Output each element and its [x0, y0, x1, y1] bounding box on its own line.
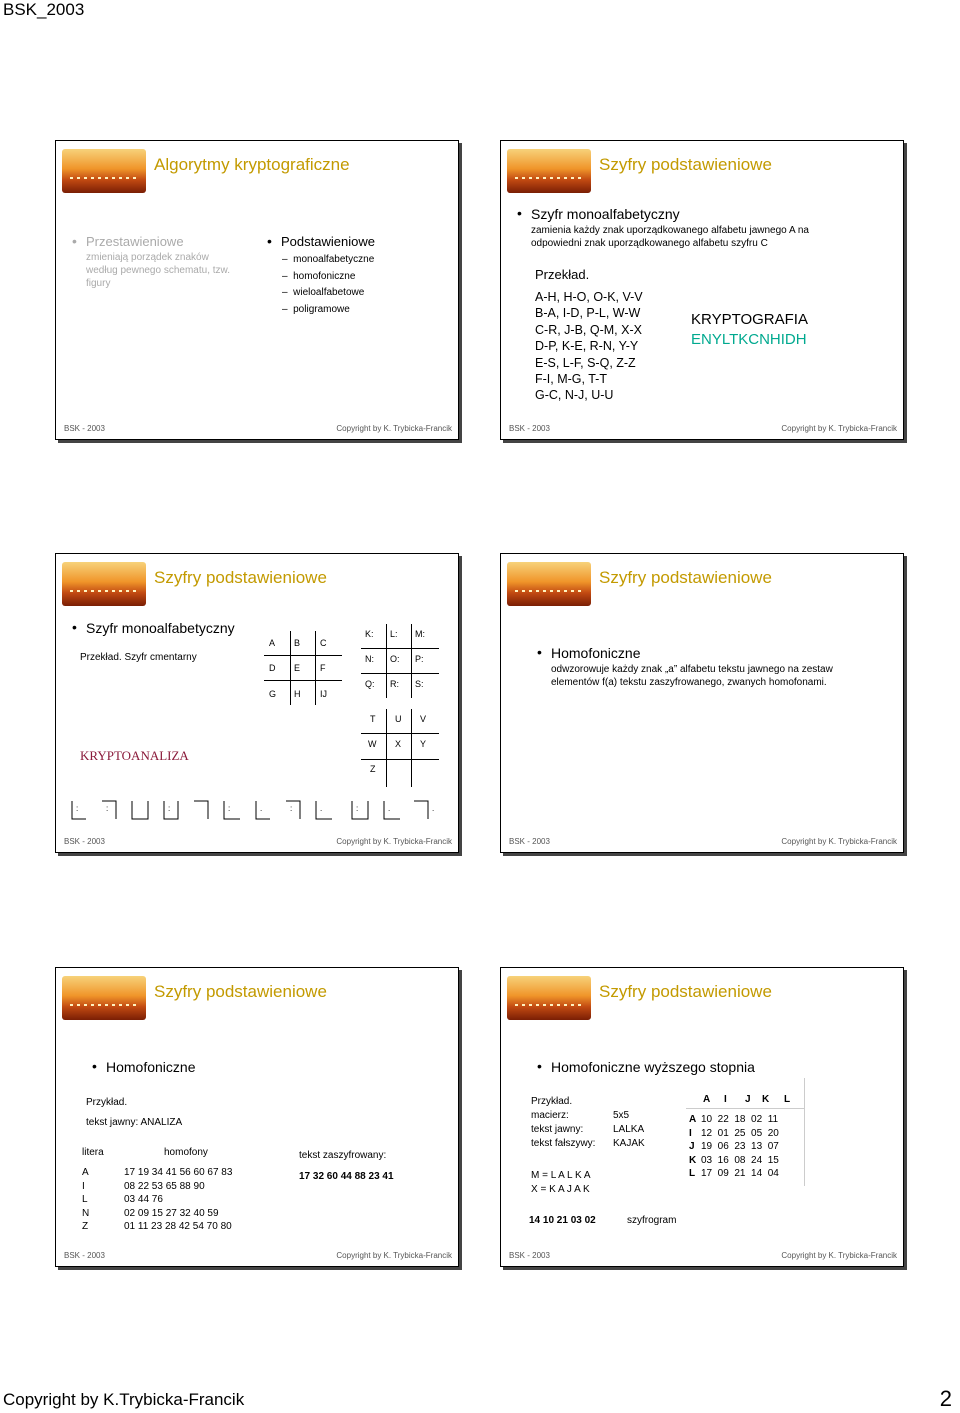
slide-title: Szyfry podstawieniowe — [154, 982, 327, 1001]
bullet-homofoniczne: • Homofoniczne — [106, 1059, 196, 1075]
slide-logo — [62, 149, 146, 193]
example-label: Przekład. — [535, 267, 590, 282]
svg-text::: : — [228, 804, 231, 813]
slide-footer-left: BSK - 2003 — [64, 424, 105, 433]
col-letter: litera — [82, 1147, 104, 1158]
slide-footer-left: BSK - 2003 — [509, 1251, 550, 1260]
slide-title: Szyfry podstawieniowe — [599, 155, 772, 174]
plaintext-line: tekst jawny: ANALIZA — [86, 1117, 183, 1128]
slide-logo — [62, 562, 146, 606]
slide-footer-left: BSK - 2003 — [64, 837, 105, 846]
bullet-podstawieniowe: • Podstawieniowe — [281, 234, 375, 249]
slide-footer-left: BSK - 2003 — [64, 1251, 105, 1260]
slide-footer-right: Copyright by K. Trybicka-Francik — [781, 424, 897, 433]
homophone-table: A 17 19 34 41 56 60 67 83 I 08 22 53 65 88 90 L 03 44 76 N 02 09 15 27 32 40 59 Z 01 11 23 28 42 54 70 80 — [82, 1167, 233, 1233]
cipher-value: 17 32 60 44 88 23 41 — [299, 1171, 394, 1182]
matrix-divider — [686, 1108, 804, 1109]
substitution-pairs: A-H, H-O, O-K, V-V B-A, I-D, P-L, W-W C-R, J-B, Q-M, X-X D-P, K-E, R-N, Y-Y E-S, L-F, S-Q, Z-Z F-I, M-G, T-T G-C, N-J, U-U — [535, 290, 643, 403]
slide-5 — [55, 967, 459, 1267]
przestawieniowe-desc: zmieniają porządek znaków według pewnego schematu, tzw. figury — [86, 252, 230, 289]
slide-2 — [500, 140, 904, 440]
bullet-przestawieniowe: • Przestawieniowe — [86, 234, 184, 249]
slide-4 — [500, 553, 904, 853]
svg-text:.: . — [260, 804, 263, 813]
plaintext-word: KRYPTOGRAFIA — [691, 311, 808, 328]
svg-text:.: . — [388, 804, 391, 813]
matrix-body: A 10 22 18 02 11 I 12 01 25 05 20 J 19 06 23 13 07 K 03 16 08 24 15 L 17 09 21 14 04 — [689, 1114, 779, 1180]
homofoniczne-desc: odwzorowuje każdy znak „a” alfabetu tekstu jawnego na zestaw elementów f(a) tekstu zaszyfrowanego, zwanych homofonami. — [551, 664, 833, 688]
svg-text::: : — [356, 804, 359, 813]
slide-3: Szyfry podstawieniowe • Szyfr monoalfabetyczny Przekład. Szyfr cmentarny A B C D E F G H IJ K: L: M: N: O: P: Q: R: S: T U V W X Y Z KRYPTOANALIZA : : : : . : . : . . BSK - 2003 Copyright by K. Trybicka-Francik — [55, 553, 459, 853]
svg-text:.: . — [432, 804, 435, 813]
slide-title: Algorytmy kryptograficzne — [154, 155, 350, 174]
slide-footer-left: BSK - 2003 — [509, 424, 550, 433]
slide-title: Szyfry podstawieniowe — [154, 568, 327, 587]
slide-logo — [507, 976, 591, 1020]
result-value: 14 10 21 03 02 — [529, 1215, 596, 1226]
ciphertext-word: ENYLTKCNHIDH — [691, 331, 807, 348]
slide-footer-left: BSK - 2003 — [509, 837, 550, 846]
slide-6 — [500, 967, 904, 1267]
pigpen-cipher-glyphs — [70, 797, 440, 827]
cryptanalysis-word: KRYPTOANALIZA — [80, 748, 189, 763]
podstawieniowe-list: – monoalfabetyczne – homofoniczne – wieloalfabetowe – poligramowe — [282, 254, 375, 315]
svg-text:.: . — [320, 804, 323, 813]
bullet-monoalfabetyczny: • Szyfr monoalfabetyczny — [531, 206, 680, 222]
result-label: szyfrogram — [627, 1215, 677, 1226]
svg-text::: : — [168, 804, 171, 813]
bullet-monoalfabetyczny: • Szyfr monoalfabetyczny — [86, 620, 235, 636]
slide-footer-right: Copyright by K. Trybicka-Francik — [781, 837, 897, 846]
slide-logo — [507, 149, 591, 193]
slide-logo — [507, 562, 591, 606]
page-footer-copyright: Copyright by K.Trybicka-Francik — [3, 1390, 245, 1409]
bullet-homofoniczne: • Homofoniczne — [551, 645, 641, 661]
example-label: Przekład. Szyfr cmentarny — [80, 652, 197, 663]
cipher-label: tekst zaszyfrowany: — [299, 1150, 387, 1161]
x-equation: X = K A J A K — [531, 1184, 590, 1195]
matrix-divider-v — [804, 1078, 805, 1186]
document-title: BSK_2003 — [3, 0, 85, 19]
col-homophones: homofony — [164, 1147, 208, 1158]
slide-footer-right: Copyright by K. Trybicka-Francik — [336, 424, 452, 433]
svg-text::: : — [106, 804, 109, 813]
example-label: Przykład. — [86, 1097, 128, 1108]
slide-title: Szyfry podstawieniowe — [599, 568, 772, 587]
m-equation: M = L A L K A — [531, 1170, 591, 1181]
slide-footer-right: Copyright by K. Trybicka-Francik — [336, 1251, 452, 1260]
page-number: 2 — [939, 1386, 952, 1411]
monoalfabetyczny-desc: zamienia każdy znak uporządkowanego alfabetu jawnego A na odpowiedni znak uporządkowanego alfabetu szyfru C — [531, 225, 809, 249]
svg-text::: : — [290, 804, 293, 813]
svg-text::: : — [76, 804, 79, 813]
slide-footer-right: Copyright by K. Trybicka-Francik — [336, 837, 452, 846]
slide-1 — [55, 140, 459, 440]
slide-footer-right: Copyright by K. Trybicka-Francik — [781, 1251, 897, 1260]
example-label: Przykład. — [531, 1096, 573, 1107]
slide-title: Szyfry podstawieniowe — [599, 982, 772, 1001]
bullet-homofoniczne-wyzszego: • Homofoniczne wyższego stopnia — [551, 1059, 755, 1075]
slide-logo — [62, 976, 146, 1020]
matrix-header: A I J K L — [703, 1094, 791, 1105]
example-lines: macierz: 5x5 tekst jawny: LALKA tekst fałszywy: KAJAK — [531, 1110, 645, 1149]
